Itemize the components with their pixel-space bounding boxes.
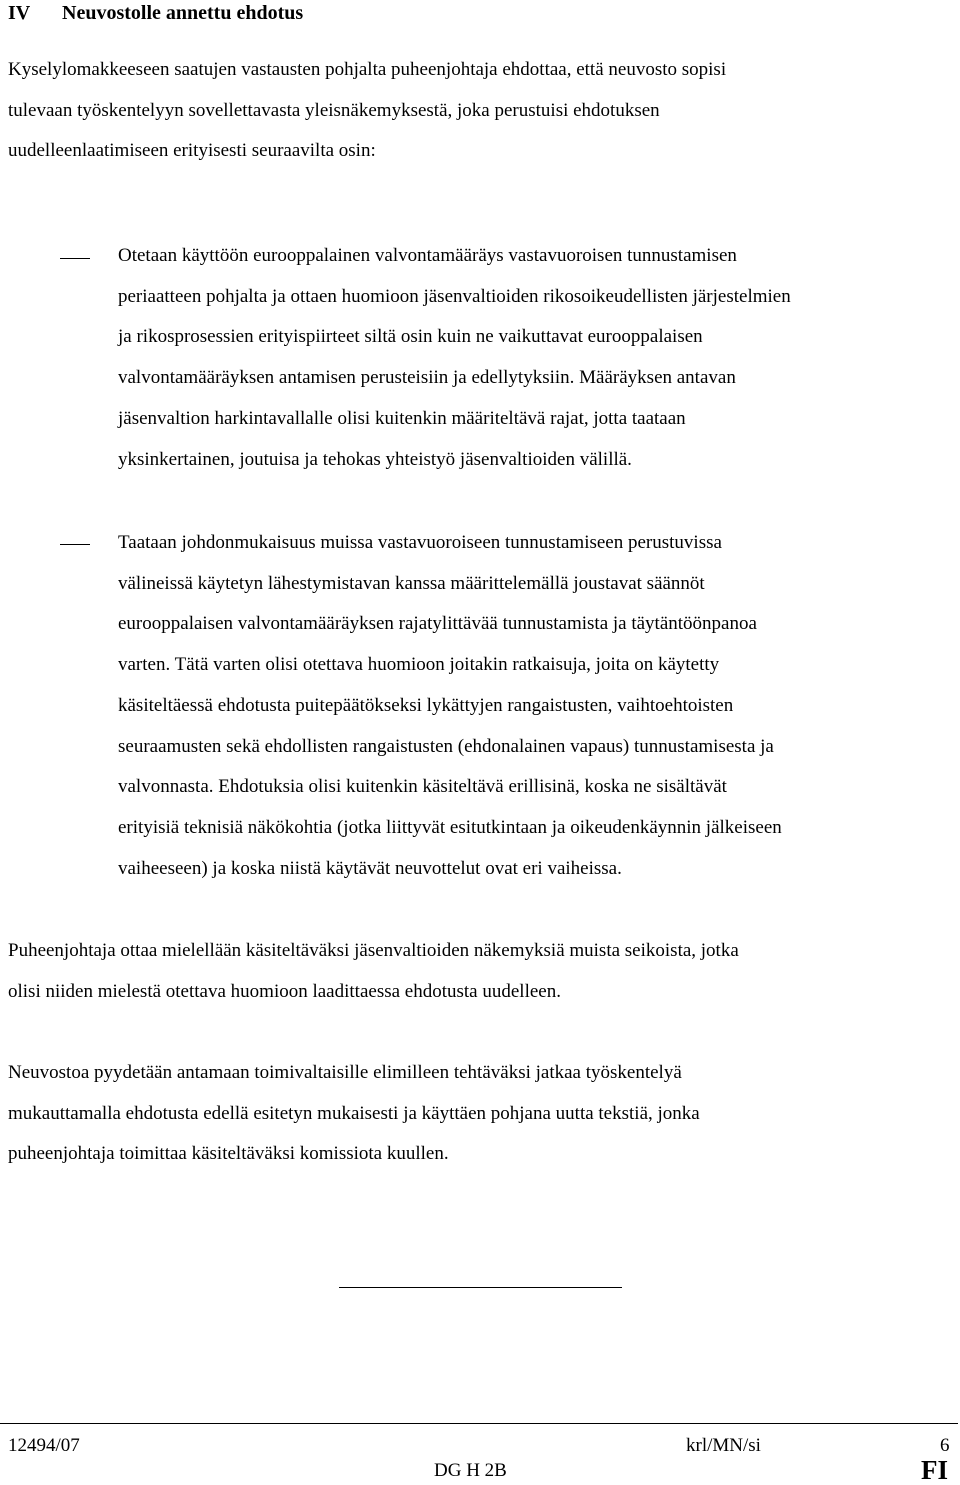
bullet-item-2 <box>118 523 958 889</box>
bullet-line: käsiteltäessä ehdotusta puitepäätökseksi lykättyjen rangaistusten, vaihtoehtoisten <box>118 694 734 716</box>
bullet-line: vaiheeseen) ja koska niistä käytävät neuvottelut ovat eri vaiheissa. <box>118 857 622 879</box>
intro-line: uudelleenlaatimiseen erityisesti seuraavilta osin: <box>8 140 376 162</box>
bullet-line: varten. Tätä varten olisi otettava huomioon joitakin ratkaisuja, joita on käytetty <box>118 654 720 676</box>
bullet-line: ja rikosprosessien erityispiirteet siltä osin kuin ne vaikuttavat eurooppalaisen <box>118 326 703 348</box>
intro-paragraph <box>8 50 958 172</box>
bullet-dash <box>60 258 90 259</box>
bullet-line: erityisiä teknisiä näkökohtia (jotka liittyvät esitutkintaan ja oikeudenkäynnin jälkeiseen <box>118 816 782 838</box>
bullet-line: Otetaan käyttöön eurooppalainen valvontamääräys vastavuoroisen tunnustamisen <box>118 245 737 266</box>
paragraph-line: olisi niiden mielestä otettava huomioon laadittaessa ehdotusta uudelleen. <box>8 980 561 1002</box>
paragraph-line: puheenjohtaja toimittaa käsiteltäväksi komissiota kuullen. <box>8 1143 449 1165</box>
bullet-line: valvontamääräyksen antamisen perusteisiin ja edellytyksiin. Määräyksen antavan <box>118 367 736 389</box>
page-number: 6 <box>940 1435 950 1456</box>
bullet-line: jäsenvaltion harkintavallalle olisi kuitenkin määriteltävä rajat, jotta taataan <box>118 407 686 429</box>
council-paragraph <box>8 1053 958 1175</box>
paragraph-line: mukauttamalla ehdotusta edellä esitetyn mukaisesti ja käyttäen pohjana uutta tekstiä, jonka <box>8 1102 700 1124</box>
dg-code: DG H 2B <box>434 1460 507 1481</box>
section-title: Neuvostolle annettu ehdotus <box>62 2 304 24</box>
intro-line: tulevaan työskentelyyn sovellettavasta yleisnäkemyksestä, joka perustuisi ehdotuksen <box>8 99 660 121</box>
chair-paragraph <box>8 931 958 1012</box>
doc-number: 12494/07 <box>8 1435 80 1456</box>
language-code: FI <box>921 1455 948 1485</box>
bullet-line: periaatteen pohjalta ja ottaen huomioon jäsenvaltioiden rikosoikeudellisten järjestelmien <box>118 285 791 307</box>
intro-line: Kyselylomakkeeseen saatujen vastausten pohjalta puheenjohtaja ehdottaa, että neuvosto sopisi <box>8 59 727 80</box>
bullet-line: valvonnasta. Ehdotuksia olisi kuitenkin käsiteltävä erillisinä, koska ne sisältävät <box>118 776 727 798</box>
paragraph-line: Neuvostoa pyydetään antamaan toimivaltaisille elimilleen tehtäväksi jatkaa työskentelyä <box>8 1062 682 1083</box>
bullet-dash <box>60 544 90 545</box>
bullet-item-1 <box>118 236 958 480</box>
closing-rule <box>339 1287 622 1288</box>
section-number: IV <box>8 2 31 24</box>
footer-divider <box>0 1423 958 1424</box>
bullet-line: yksinkertainen, joutuisa ja tehokas yhteistyö jäsenvaltioiden välillä. <box>118 448 632 470</box>
bullet-line: välineissä käytetyn lähestymistavan kanssa määrittelemällä joustavat säännöt <box>118 572 705 594</box>
bullet-line: eurooppalaisen valvontamääräyksen rajatylittävää tunnustamista ja täytäntöönpanoa <box>118 613 757 635</box>
bullet-line: Taataan johdonmukaisuus muissa vastavuoroiseen tunnustamiseen perustuvissa <box>118 532 722 553</box>
bullet-line: seuraamusten sekä ehdollisten rangaistusten (ehdonalainen vapaus) tunnustamisesta ja <box>118 735 774 757</box>
author-initials: krl/MN/si <box>686 1435 761 1456</box>
paragraph-line: Puheenjohtaja ottaa mielellään käsiteltäväksi jäsenvaltioiden näkemyksiä muista seikoista, jotka <box>8 940 739 961</box>
